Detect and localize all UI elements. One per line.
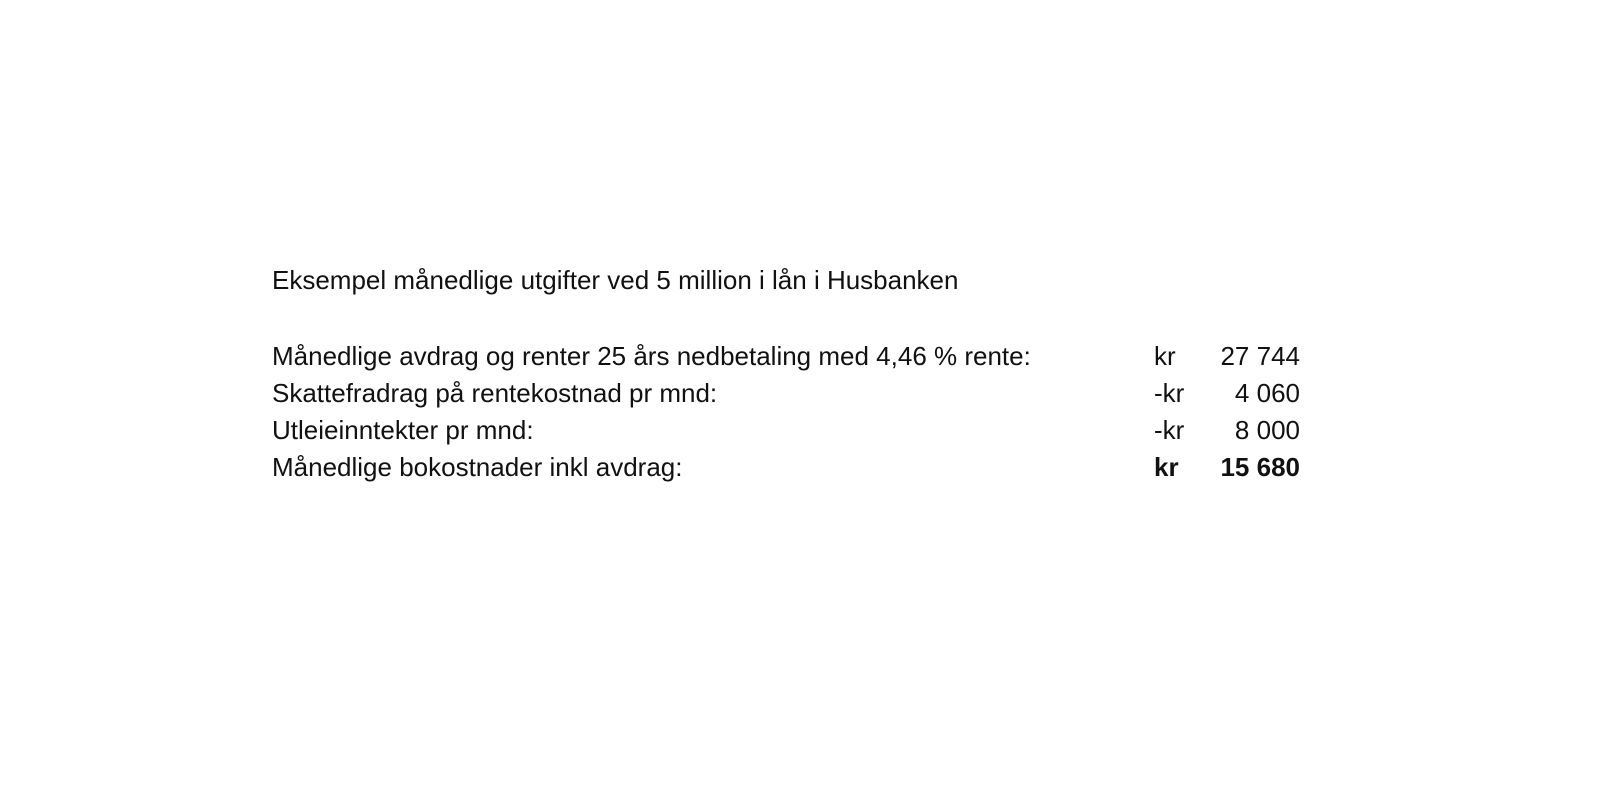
row-currency: -kr	[1154, 415, 1185, 445]
row-currency: -kr	[1154, 378, 1185, 408]
row-value: 27 744	[1220, 341, 1300, 371]
table-row-total	[272, 449, 1300, 486]
row-currency: kr	[1154, 341, 1176, 371]
row-value: 15 680	[1220, 452, 1300, 482]
row-amount	[1130, 375, 1300, 412]
table-row-rental-income	[272, 412, 1300, 449]
table-row-tax-deduction	[272, 375, 1300, 412]
expense-example-sheet	[272, 262, 1300, 486]
row-label: Månedlige avdrag og renter 25 års nedbetaling med 4,46 % rente:	[272, 341, 1031, 371]
row-currency: kr	[1154, 452, 1179, 482]
row-amount	[1130, 412, 1300, 449]
row-amount	[1130, 338, 1300, 375]
row-label: Skattefradrag på rentekostnad pr mnd:	[272, 378, 718, 408]
document-heading: Eksempel månedlige utgifter ved 5 million i lån i Husbanken	[272, 265, 959, 295]
row-value: 8 000	[1234, 415, 1300, 445]
row-value: 4 060	[1234, 378, 1300, 408]
table-row-installments	[272, 338, 1300, 375]
row-amount-total	[1130, 449, 1300, 486]
row-label: Månedlige bokostnader inkl avdrag:	[272, 452, 683, 482]
row-label: Utleieinntekter pr mnd:	[272, 415, 534, 445]
